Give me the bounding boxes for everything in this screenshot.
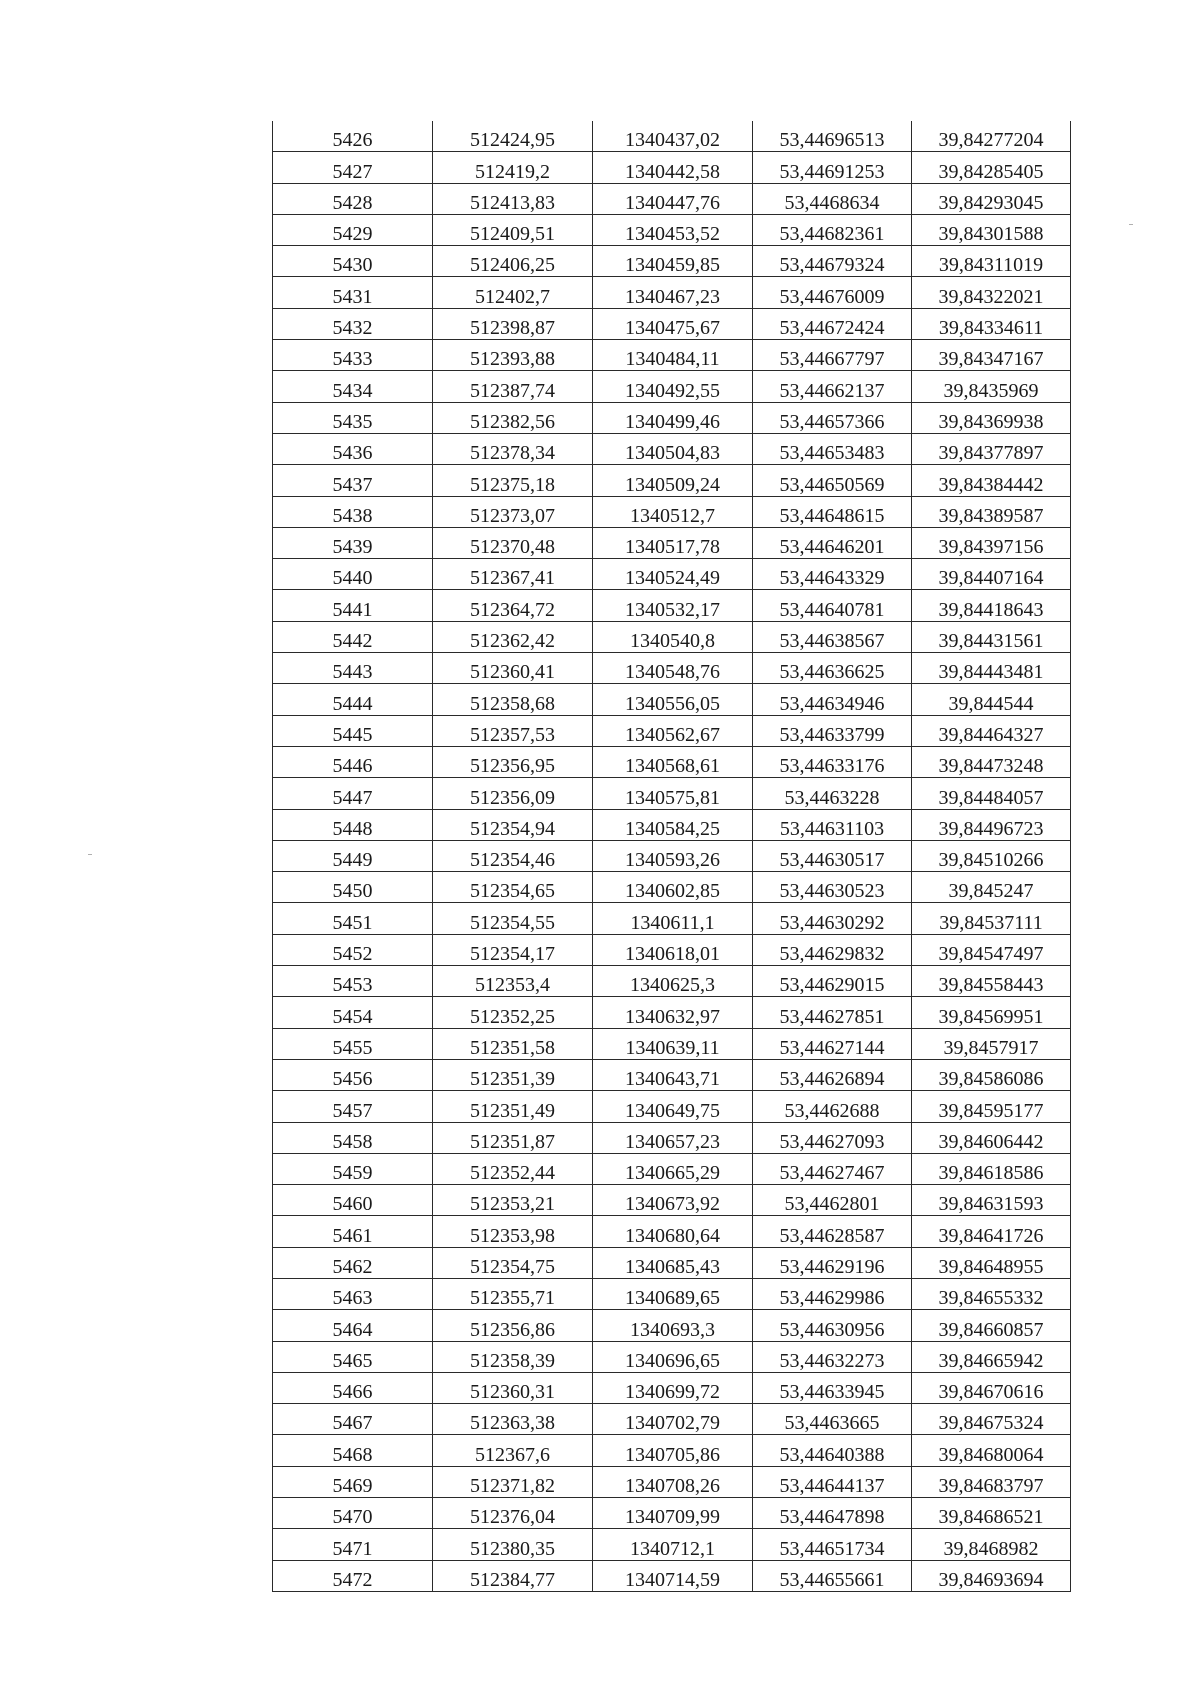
latitude-cell: 53,44653483 — [753, 433, 912, 464]
longitude-cell: 39,84660857 — [912, 1310, 1071, 1341]
point-number-cell: 5458 — [273, 1122, 433, 1153]
latitude-cell: 53,44628587 — [753, 1216, 912, 1247]
point-number-cell: 5446 — [273, 746, 433, 777]
y-coordinate-cell: 1340453,52 — [593, 214, 753, 245]
coordinates-table — [272, 121, 1071, 1592]
point-number-cell: 5434 — [273, 371, 433, 402]
y-coordinate-cell: 1340459,85 — [593, 246, 753, 277]
coordinates-table-body — [273, 121, 1071, 1591]
x-coordinate-cell: 512380,35 — [433, 1529, 593, 1560]
longitude-cell: 39,84293045 — [912, 183, 1071, 214]
longitude-cell: 39,84496723 — [912, 809, 1071, 840]
point-number-cell: 5453 — [273, 966, 433, 997]
x-coordinate-cell: 512376,04 — [433, 1498, 593, 1529]
point-number-cell: 5456 — [273, 1059, 433, 1090]
x-coordinate-cell: 512387,74 — [433, 371, 593, 402]
point-number-cell: 5436 — [273, 433, 433, 464]
y-coordinate-cell: 1340708,26 — [593, 1466, 753, 1497]
latitude-cell: 53,44633945 — [753, 1372, 912, 1403]
latitude-cell: 53,44627851 — [753, 997, 912, 1028]
point-number-cell: 5426 — [273, 121, 433, 152]
longitude-cell: 39,84277204 — [912, 121, 1071, 152]
table-row — [273, 903, 1071, 934]
y-coordinate-cell: 1340548,76 — [593, 653, 753, 684]
y-coordinate-cell: 1340524,49 — [593, 559, 753, 590]
y-coordinate-cell: 1340562,67 — [593, 715, 753, 746]
x-coordinate-cell: 512393,88 — [433, 340, 593, 371]
point-number-cell: 5430 — [273, 246, 433, 277]
y-coordinate-cell: 1340702,79 — [593, 1404, 753, 1435]
latitude-cell: 53,44627467 — [753, 1153, 912, 1184]
table-row — [273, 183, 1071, 214]
longitude-cell: 39,84595177 — [912, 1091, 1071, 1122]
longitude-cell: 39,8457917 — [912, 1028, 1071, 1059]
point-number-cell: 5428 — [273, 183, 433, 214]
latitude-cell: 53,44630292 — [753, 903, 912, 934]
y-coordinate-cell: 1340714,59 — [593, 1560, 753, 1591]
point-number-cell: 5433 — [273, 340, 433, 371]
longitude-cell: 39,84510266 — [912, 840, 1071, 871]
point-number-cell: 5451 — [273, 903, 433, 934]
table-row — [273, 746, 1071, 777]
table-row — [273, 1185, 1071, 1216]
point-number-cell: 5455 — [273, 1028, 433, 1059]
table-row — [273, 934, 1071, 965]
longitude-cell: 39,84397156 — [912, 527, 1071, 558]
x-coordinate-cell: 512370,48 — [433, 527, 593, 558]
point-number-cell: 5465 — [273, 1341, 433, 1372]
latitude-cell: 53,4462688 — [753, 1091, 912, 1122]
x-coordinate-cell: 512373,07 — [433, 496, 593, 527]
longitude-cell: 39,84464327 — [912, 715, 1071, 746]
y-coordinate-cell: 1340639,11 — [593, 1028, 753, 1059]
table-row — [273, 527, 1071, 558]
table-row — [273, 246, 1071, 277]
point-number-cell: 5445 — [273, 715, 433, 746]
latitude-cell: 53,44657366 — [753, 402, 912, 433]
point-number-cell: 5471 — [273, 1529, 433, 1560]
x-coordinate-cell: 512353,4 — [433, 966, 593, 997]
point-number-cell: 5444 — [273, 684, 433, 715]
latitude-cell: 53,4463228 — [753, 778, 912, 809]
x-coordinate-cell: 512354,75 — [433, 1247, 593, 1278]
longitude-cell: 39,84569951 — [912, 997, 1071, 1028]
table-row — [273, 966, 1071, 997]
longitude-cell: 39,84631593 — [912, 1185, 1071, 1216]
x-coordinate-cell: 512356,95 — [433, 746, 593, 777]
table-row — [273, 214, 1071, 245]
x-coordinate-cell: 512351,87 — [433, 1122, 593, 1153]
x-coordinate-cell: 512378,34 — [433, 433, 593, 464]
latitude-cell: 53,44630956 — [753, 1310, 912, 1341]
latitude-cell: 53,44682361 — [753, 214, 912, 245]
longitude-cell: 39,84377897 — [912, 433, 1071, 464]
point-number-cell: 5429 — [273, 214, 433, 245]
latitude-cell: 53,44646201 — [753, 527, 912, 558]
latitude-cell: 53,44643329 — [753, 559, 912, 590]
y-coordinate-cell: 1340693,3 — [593, 1310, 753, 1341]
point-number-cell: 5449 — [273, 840, 433, 871]
table-row — [273, 1404, 1071, 1435]
latitude-cell: 53,44629832 — [753, 934, 912, 965]
point-number-cell: 5454 — [273, 997, 433, 1028]
table-row — [273, 152, 1071, 183]
x-coordinate-cell: 512356,86 — [433, 1310, 593, 1341]
latitude-cell: 53,44627093 — [753, 1122, 912, 1153]
table-row — [273, 653, 1071, 684]
point-number-cell: 5467 — [273, 1404, 433, 1435]
y-coordinate-cell: 1340442,58 — [593, 152, 753, 183]
latitude-cell: 53,44633799 — [753, 715, 912, 746]
x-coordinate-cell: 512351,39 — [433, 1059, 593, 1090]
x-coordinate-cell: 512382,56 — [433, 402, 593, 433]
latitude-cell: 53,44627144 — [753, 1028, 912, 1059]
point-number-cell: 5463 — [273, 1278, 433, 1309]
latitude-cell: 53,44638567 — [753, 621, 912, 652]
x-coordinate-cell: 512352,44 — [433, 1153, 593, 1184]
x-coordinate-cell: 512398,87 — [433, 308, 593, 339]
y-coordinate-cell: 1340437,02 — [593, 121, 753, 152]
y-coordinate-cell: 1340712,1 — [593, 1529, 753, 1560]
longitude-cell: 39,84334611 — [912, 308, 1071, 339]
y-coordinate-cell: 1340532,17 — [593, 590, 753, 621]
y-coordinate-cell: 1340484,11 — [593, 340, 753, 371]
x-coordinate-cell: 512358,39 — [433, 1341, 593, 1372]
point-number-cell: 5442 — [273, 621, 433, 652]
x-coordinate-cell: 512384,77 — [433, 1560, 593, 1591]
point-number-cell: 5461 — [273, 1216, 433, 1247]
longitude-cell: 39,84680064 — [912, 1435, 1071, 1466]
x-coordinate-cell: 512375,18 — [433, 465, 593, 496]
latitude-cell: 53,4468634 — [753, 183, 912, 214]
y-coordinate-cell: 1340575,81 — [593, 778, 753, 809]
table-row — [273, 872, 1071, 903]
table-row — [273, 465, 1071, 496]
longitude-cell: 39,84418643 — [912, 590, 1071, 621]
y-coordinate-cell: 1340657,23 — [593, 1122, 753, 1153]
table-row — [273, 1216, 1071, 1247]
longitude-cell: 39,84683797 — [912, 1466, 1071, 1497]
table-row — [273, 1560, 1071, 1591]
latitude-cell: 53,44640781 — [753, 590, 912, 621]
table-row — [273, 340, 1071, 371]
table-row — [273, 496, 1071, 527]
y-coordinate-cell: 1340504,83 — [593, 433, 753, 464]
latitude-cell: 53,44655661 — [753, 1560, 912, 1591]
y-coordinate-cell: 1340568,61 — [593, 746, 753, 777]
latitude-cell: 53,44631103 — [753, 809, 912, 840]
latitude-cell: 53,4462801 — [753, 1185, 912, 1216]
longitude-cell: 39,84537111 — [912, 903, 1071, 934]
longitude-cell: 39,844544 — [912, 684, 1071, 715]
longitude-cell: 39,84301588 — [912, 214, 1071, 245]
latitude-cell: 53,44650569 — [753, 465, 912, 496]
y-coordinate-cell: 1340680,64 — [593, 1216, 753, 1247]
latitude-cell: 53,44647898 — [753, 1498, 912, 1529]
longitude-cell: 39,845247 — [912, 872, 1071, 903]
x-coordinate-cell: 512409,51 — [433, 214, 593, 245]
longitude-cell: 39,84641726 — [912, 1216, 1071, 1247]
latitude-cell: 53,44662137 — [753, 371, 912, 402]
latitude-cell: 53,44672424 — [753, 308, 912, 339]
table-row — [273, 402, 1071, 433]
latitude-cell: 53,44636625 — [753, 653, 912, 684]
y-coordinate-cell: 1340492,55 — [593, 371, 753, 402]
longitude-cell: 39,84655332 — [912, 1278, 1071, 1309]
table-row — [273, 590, 1071, 621]
longitude-cell: 39,84484057 — [912, 778, 1071, 809]
y-coordinate-cell: 1340509,24 — [593, 465, 753, 496]
point-number-cell: 5440 — [273, 559, 433, 590]
latitude-cell: 53,44667797 — [753, 340, 912, 371]
point-number-cell: 5470 — [273, 1498, 433, 1529]
longitude-cell: 39,84431561 — [912, 621, 1071, 652]
longitude-cell: 39,84675324 — [912, 1404, 1071, 1435]
table-row — [273, 778, 1071, 809]
y-coordinate-cell: 1340467,23 — [593, 277, 753, 308]
y-coordinate-cell: 1340593,26 — [593, 840, 753, 871]
point-number-cell: 5462 — [273, 1247, 433, 1278]
point-number-cell: 5452 — [273, 934, 433, 965]
table-row — [273, 277, 1071, 308]
table-row — [273, 121, 1071, 152]
y-coordinate-cell: 1340602,85 — [593, 872, 753, 903]
latitude-cell: 53,44626894 — [753, 1059, 912, 1090]
longitude-cell: 39,84558443 — [912, 966, 1071, 997]
point-number-cell: 5450 — [273, 872, 433, 903]
x-coordinate-cell: 512357,53 — [433, 715, 593, 746]
table-row — [273, 1028, 1071, 1059]
longitude-cell: 39,84670616 — [912, 1372, 1071, 1403]
x-coordinate-cell: 512354,65 — [433, 872, 593, 903]
point-number-cell: 5464 — [273, 1310, 433, 1341]
x-coordinate-cell: 512354,94 — [433, 809, 593, 840]
x-coordinate-cell: 512362,42 — [433, 621, 593, 652]
x-coordinate-cell: 512364,72 — [433, 590, 593, 621]
latitude-cell: 53,44630523 — [753, 872, 912, 903]
y-coordinate-cell: 1340625,3 — [593, 966, 753, 997]
latitude-cell: 53,44630517 — [753, 840, 912, 871]
point-number-cell: 5435 — [273, 402, 433, 433]
y-coordinate-cell: 1340632,97 — [593, 997, 753, 1028]
point-number-cell: 5448 — [273, 809, 433, 840]
x-coordinate-cell: 512406,25 — [433, 246, 593, 277]
x-coordinate-cell: 512353,21 — [433, 1185, 593, 1216]
x-coordinate-cell: 512360,31 — [433, 1372, 593, 1403]
latitude-cell: 53,44651734 — [753, 1529, 912, 1560]
latitude-cell: 53,4463665 — [753, 1404, 912, 1435]
table-row — [273, 1498, 1071, 1529]
x-coordinate-cell: 512352,25 — [433, 997, 593, 1028]
point-number-cell: 5472 — [273, 1560, 433, 1591]
longitude-cell: 39,84618586 — [912, 1153, 1071, 1184]
x-coordinate-cell: 512351,49 — [433, 1091, 593, 1122]
longitude-cell: 39,8468982 — [912, 1529, 1071, 1560]
y-coordinate-cell: 1340643,71 — [593, 1059, 753, 1090]
table-row — [273, 1435, 1071, 1466]
x-coordinate-cell: 512354,55 — [433, 903, 593, 934]
point-number-cell: 5432 — [273, 308, 433, 339]
point-number-cell: 5427 — [273, 152, 433, 183]
x-coordinate-cell: 512353,98 — [433, 1216, 593, 1247]
y-coordinate-cell: 1340699,72 — [593, 1372, 753, 1403]
latitude-cell: 53,44629015 — [753, 966, 912, 997]
point-number-cell: 5431 — [273, 277, 433, 308]
longitude-cell: 39,84586086 — [912, 1059, 1071, 1090]
point-number-cell: 5469 — [273, 1466, 433, 1497]
y-coordinate-cell: 1340649,75 — [593, 1091, 753, 1122]
x-coordinate-cell: 512354,46 — [433, 840, 593, 871]
longitude-cell: 39,84285405 — [912, 152, 1071, 183]
y-coordinate-cell: 1340685,43 — [593, 1247, 753, 1278]
y-coordinate-cell: 1340665,29 — [593, 1153, 753, 1184]
table-row — [273, 1091, 1071, 1122]
y-coordinate-cell: 1340618,01 — [593, 934, 753, 965]
table-row — [273, 1153, 1071, 1184]
table-row — [273, 1310, 1071, 1341]
table-row — [273, 308, 1071, 339]
latitude-cell: 53,44648615 — [753, 496, 912, 527]
table-row — [273, 1059, 1071, 1090]
longitude-cell: 39,84369938 — [912, 402, 1071, 433]
table-row — [273, 621, 1071, 652]
x-coordinate-cell: 512402,7 — [433, 277, 593, 308]
table-row — [273, 1529, 1071, 1560]
table-row — [273, 809, 1071, 840]
y-coordinate-cell: 1340705,86 — [593, 1435, 753, 1466]
y-coordinate-cell: 1340475,67 — [593, 308, 753, 339]
table-row — [273, 684, 1071, 715]
point-number-cell: 5459 — [273, 1153, 433, 1184]
scan-margin-mark-left — [88, 854, 92, 855]
latitude-cell: 53,44629196 — [753, 1247, 912, 1278]
longitude-cell: 39,84389587 — [912, 496, 1071, 527]
point-number-cell: 5460 — [273, 1185, 433, 1216]
y-coordinate-cell: 1340709,99 — [593, 1498, 753, 1529]
table-row — [273, 1372, 1071, 1403]
longitude-cell: 39,84648955 — [912, 1247, 1071, 1278]
table-row — [273, 715, 1071, 746]
point-number-cell: 5443 — [273, 653, 433, 684]
longitude-cell: 39,84407164 — [912, 559, 1071, 590]
latitude-cell: 53,44634946 — [753, 684, 912, 715]
latitude-cell: 53,44679324 — [753, 246, 912, 277]
x-coordinate-cell: 512413,83 — [433, 183, 593, 214]
table-row — [273, 997, 1071, 1028]
table-row — [273, 371, 1071, 402]
point-number-cell: 5439 — [273, 527, 433, 558]
x-coordinate-cell: 512354,17 — [433, 934, 593, 965]
y-coordinate-cell: 1340447,76 — [593, 183, 753, 214]
point-number-cell: 5441 — [273, 590, 433, 621]
longitude-cell: 39,84693694 — [912, 1560, 1071, 1591]
x-coordinate-cell: 512360,41 — [433, 653, 593, 684]
y-coordinate-cell: 1340512,7 — [593, 496, 753, 527]
x-coordinate-cell: 512424,95 — [433, 121, 593, 152]
table-row — [273, 840, 1071, 871]
longitude-cell: 39,84347167 — [912, 340, 1071, 371]
x-coordinate-cell: 512356,09 — [433, 778, 593, 809]
longitude-cell: 39,84686521 — [912, 1498, 1071, 1529]
y-coordinate-cell: 1340611,1 — [593, 903, 753, 934]
y-coordinate-cell: 1340556,05 — [593, 684, 753, 715]
longitude-cell: 39,84606442 — [912, 1122, 1071, 1153]
latitude-cell: 53,44629986 — [753, 1278, 912, 1309]
point-number-cell: 5447 — [273, 778, 433, 809]
y-coordinate-cell: 1340673,92 — [593, 1185, 753, 1216]
longitude-cell: 39,84443481 — [912, 653, 1071, 684]
y-coordinate-cell: 1340540,8 — [593, 621, 753, 652]
longitude-cell: 39,84322021 — [912, 277, 1071, 308]
y-coordinate-cell: 1340584,25 — [593, 809, 753, 840]
x-coordinate-cell: 512371,82 — [433, 1466, 593, 1497]
latitude-cell: 53,44696513 — [753, 121, 912, 152]
x-coordinate-cell: 512363,38 — [433, 1404, 593, 1435]
x-coordinate-cell: 512358,68 — [433, 684, 593, 715]
y-coordinate-cell: 1340517,78 — [593, 527, 753, 558]
longitude-cell: 39,8435969 — [912, 371, 1071, 402]
point-number-cell: 5438 — [273, 496, 433, 527]
latitude-cell: 53,44644137 — [753, 1466, 912, 1497]
point-number-cell: 5466 — [273, 1372, 433, 1403]
table-row — [273, 1278, 1071, 1309]
latitude-cell: 53,44676009 — [753, 277, 912, 308]
y-coordinate-cell: 1340689,65 — [593, 1278, 753, 1309]
longitude-cell: 39,84473248 — [912, 746, 1071, 777]
x-coordinate-cell: 512351,58 — [433, 1028, 593, 1059]
y-coordinate-cell: 1340696,65 — [593, 1341, 753, 1372]
table-row — [273, 559, 1071, 590]
point-number-cell: 5437 — [273, 465, 433, 496]
x-coordinate-cell: 512367,41 — [433, 559, 593, 590]
longitude-cell: 39,84311019 — [912, 246, 1071, 277]
x-coordinate-cell: 512367,6 — [433, 1435, 593, 1466]
table-row — [273, 1122, 1071, 1153]
latitude-cell: 53,44632273 — [753, 1341, 912, 1372]
point-number-cell: 5457 — [273, 1091, 433, 1122]
table-row — [273, 1341, 1071, 1372]
x-coordinate-cell: 512419,2 — [433, 152, 593, 183]
longitude-cell: 39,84547497 — [912, 934, 1071, 965]
longitude-cell: 39,84384442 — [912, 465, 1071, 496]
x-coordinate-cell: 512355,71 — [433, 1278, 593, 1309]
latitude-cell: 53,44691253 — [753, 152, 912, 183]
table-row — [273, 433, 1071, 464]
scan-margin-mark-right — [1129, 224, 1133, 225]
latitude-cell: 53,44633176 — [753, 746, 912, 777]
table-row — [273, 1466, 1071, 1497]
y-coordinate-cell: 1340499,46 — [593, 402, 753, 433]
point-number-cell: 5468 — [273, 1435, 433, 1466]
longitude-cell: 39,84665942 — [912, 1341, 1071, 1372]
latitude-cell: 53,44640388 — [753, 1435, 912, 1466]
table-row — [273, 1247, 1071, 1278]
